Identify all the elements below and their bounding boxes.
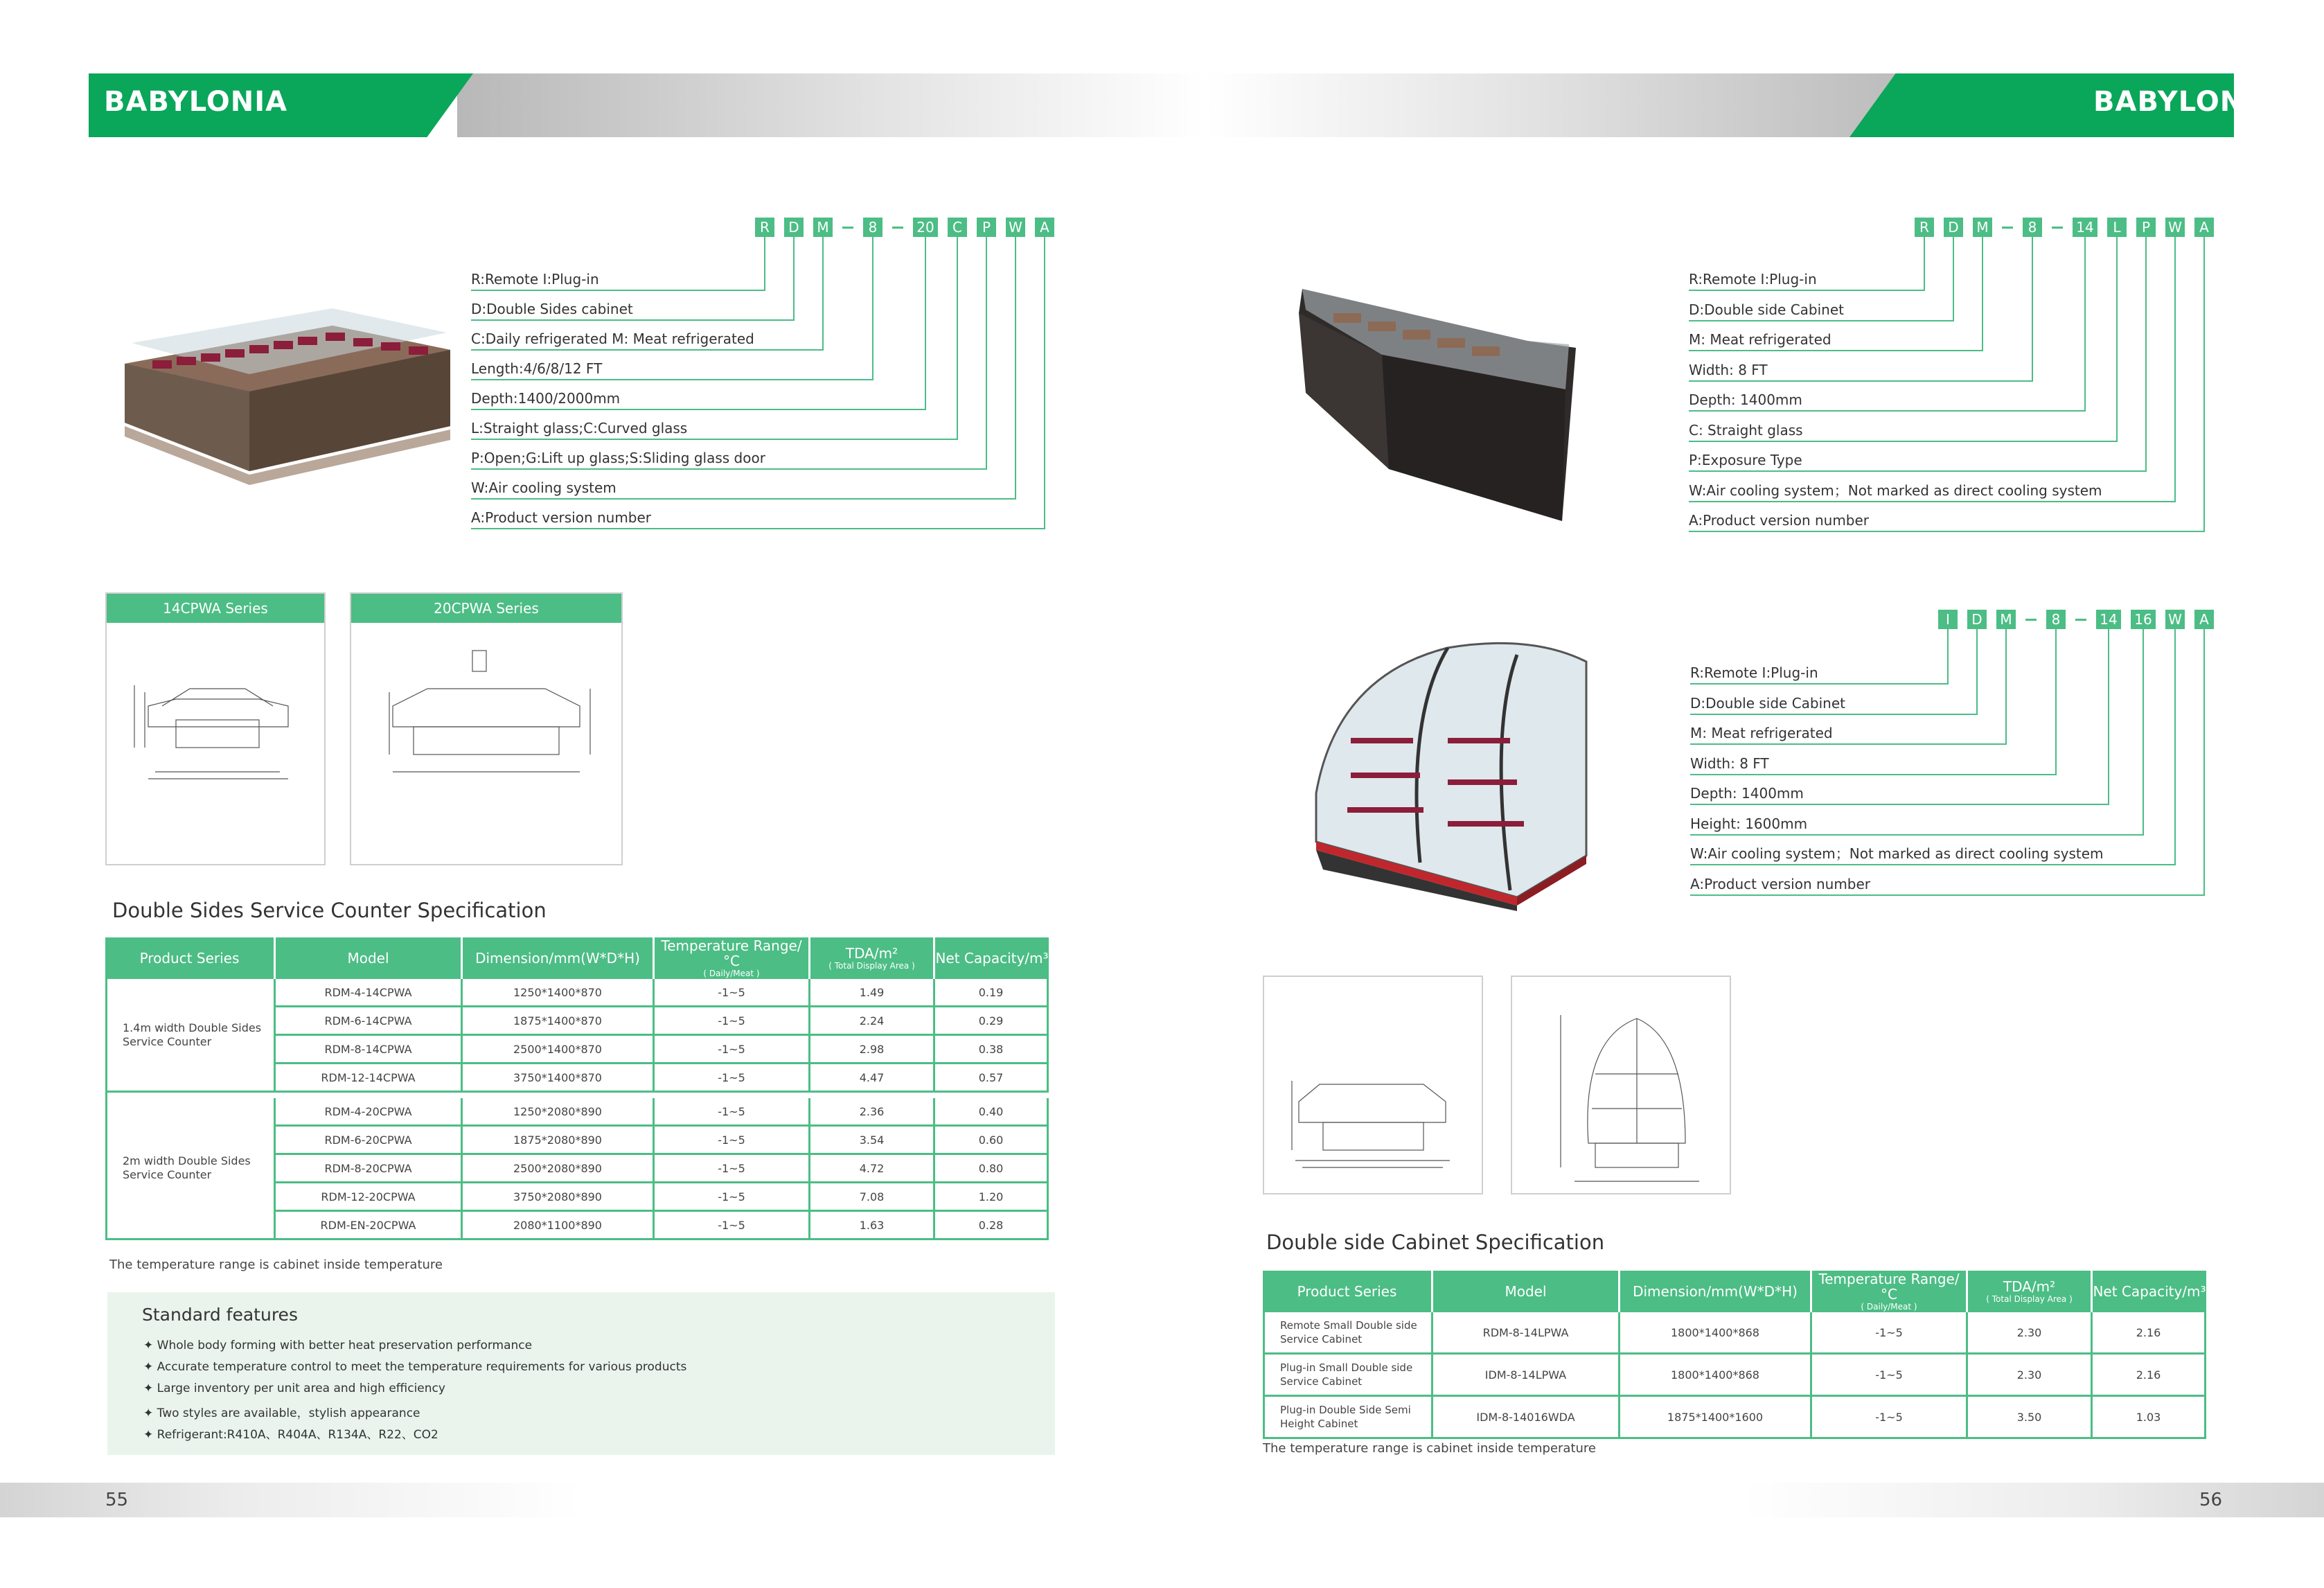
code-right1-underline-3 xyxy=(1689,380,2033,382)
drawing-14lpwa xyxy=(1263,976,1483,1194)
code-right1-underline-6 xyxy=(1689,470,2147,472)
right-cell: 2.30 xyxy=(1966,1312,2091,1355)
left-cell: 0.60 xyxy=(933,1127,1049,1155)
code-right1-line-8: A:Product version number xyxy=(1689,512,1870,529)
code-right2-line-3: Width: 8 FT xyxy=(1690,755,1769,772)
code-left-box-0: R xyxy=(755,218,774,237)
left-spacer-cell xyxy=(105,1093,1049,1098)
left-th-sub-3: ( Daily/Meat ) xyxy=(703,969,760,978)
feature-item-3: ✦ Two styles are available，stylish appearance xyxy=(143,1406,420,1420)
left-cell: 2.24 xyxy=(808,1007,933,1036)
drawing-20cpwa xyxy=(350,592,623,865)
left-series-cell-0: 1.4m width Double Sides Service Counter xyxy=(105,979,274,1093)
right-th-4 xyxy=(1966,1271,2091,1312)
code-left-line-4: Depth:1400/2000mm xyxy=(471,390,621,407)
code-left-underline-2 xyxy=(471,349,824,351)
code-right1-underline-0 xyxy=(1689,290,1925,291)
code-right1-connector-0 xyxy=(1924,237,1925,290)
left-cell: 2.98 xyxy=(808,1036,933,1064)
left-cell: RDM-8-14CPWA xyxy=(274,1036,461,1064)
left-cell: -1~5 xyxy=(653,1064,808,1093)
feature-item-4: ✦ Refrigerant:R410A、R404A、R134A、R22、CO2 xyxy=(143,1428,438,1442)
page-number-left: 55 xyxy=(105,1490,129,1510)
code-right1-connector-7 xyxy=(2174,237,2176,501)
right-cell: 1875*1400*1600 xyxy=(1618,1397,1810,1439)
left-cell: 0.57 xyxy=(933,1064,1049,1093)
code-right2-connector-7 xyxy=(2203,629,2205,894)
header-gradient-left xyxy=(457,73,1205,137)
code-left-line-5: L:Straight glass;C:Curved glass xyxy=(471,420,688,436)
code-left-connector-1 xyxy=(793,237,795,319)
code-right2-box-1: D xyxy=(1967,610,1987,629)
code-left-dash xyxy=(842,227,853,229)
standard-features-panel xyxy=(107,1292,1055,1455)
code-right2-connector-0 xyxy=(1947,629,1949,683)
left-cell: 1875*2080*890 xyxy=(461,1127,653,1155)
table-row xyxy=(1263,1312,2206,1355)
right-cell: -1~5 xyxy=(1810,1355,1966,1397)
code-right1-underline-2 xyxy=(1689,350,1983,351)
left-cell: 0.29 xyxy=(933,1007,1049,1036)
code-right1-box-6: 14 xyxy=(2073,218,2097,237)
brand-left: BABYLONIA xyxy=(104,86,288,118)
code-right2-underline-5 xyxy=(1690,834,2144,836)
code-right1-line-4: Depth: 1400mm xyxy=(1689,391,1802,408)
left-table-note: The temperature range is cabinet inside temperature xyxy=(109,1258,443,1272)
left-th-label-3: Temperature Range/°C xyxy=(661,937,802,969)
left-cell: -1~5 xyxy=(653,1127,808,1155)
right-cell: IDM-8-14016WDA xyxy=(1431,1397,1618,1439)
code-right2-box-8: W xyxy=(2165,610,2185,629)
left-cell: 3750*1400*870 xyxy=(461,1064,653,1093)
code-right2-line-4: Depth: 1400mm xyxy=(1690,785,1804,802)
code-left-connector-8 xyxy=(1044,237,1045,528)
code-right1-box-1: D xyxy=(1944,218,1963,237)
code-left-line-0: R:Remote I:Plug-in xyxy=(471,271,599,288)
right-th-label-2: Dimension/mm(W*D*H) xyxy=(1633,1283,1798,1300)
code-left-box-7: C xyxy=(948,218,967,237)
code-left-connector-2 xyxy=(822,237,824,349)
right-cell: 1800*1400*868 xyxy=(1618,1355,1810,1397)
code-left-connector-6 xyxy=(986,237,987,468)
left-spec-table xyxy=(105,937,1049,1240)
left-cell: 1875*1400*870 xyxy=(461,1007,653,1036)
code-right2-underline-6 xyxy=(1690,864,2176,865)
page-number-right: 56 xyxy=(2199,1490,2223,1510)
code-right1-line-1: D:Double side Cabinet xyxy=(1689,301,1844,318)
right-table-title: Double side Cabinet Specification xyxy=(1266,1230,1605,1254)
code-right1-line-3: Width: 8 FT xyxy=(1689,361,1768,378)
code-left-underline-5 xyxy=(471,439,958,440)
left-cell: 2500*2080*890 xyxy=(461,1155,653,1183)
code-right2-underline-4 xyxy=(1690,804,2109,805)
code-right1-underline-8 xyxy=(1689,531,2205,532)
footer-bar-left xyxy=(0,1483,1162,1517)
right-cell: 1.03 xyxy=(2091,1397,2206,1439)
table-row xyxy=(105,979,1049,1007)
code-left-box-9: W xyxy=(1006,218,1025,237)
left-cell: RDM-4-14CPWA xyxy=(274,979,461,1007)
drawing-14016wda xyxy=(1511,976,1731,1194)
code-left-underline-7 xyxy=(471,498,1016,500)
right-cell: Remote Small Double side Service Cabinet xyxy=(1263,1312,1431,1355)
left-cell: RDM-6-20CPWA xyxy=(274,1127,461,1155)
left-group-spacer xyxy=(105,1093,1049,1098)
left-cell: 3.54 xyxy=(808,1127,933,1155)
left-cell: 4.47 xyxy=(808,1064,933,1093)
code-right2-line-0: R:Remote I:Plug-in xyxy=(1690,664,1818,681)
code-left-line-3: Length:4/6/8/12 FT xyxy=(471,360,603,377)
left-cell: -1~5 xyxy=(653,1212,808,1240)
left-cell: -1~5 xyxy=(653,1007,808,1036)
code-right2-line-2: M: Meat refrigerated xyxy=(1690,725,1833,741)
code-right2-underline-3 xyxy=(1690,774,2057,775)
standard-features-title: Standard features xyxy=(142,1305,298,1325)
drawing-20cpwa-lines xyxy=(351,623,621,864)
left-table-title: Double Sides Service Counter Specification xyxy=(112,899,547,922)
code-right2-underline-0 xyxy=(1690,683,1949,685)
left-cell: RDM-12-14CPWA xyxy=(274,1064,461,1093)
code-left-box-6: 20 xyxy=(913,218,938,237)
left-th-3 xyxy=(653,937,808,979)
code-left-line-1: D:Double Sides cabinet xyxy=(471,301,633,317)
code-right1-box-0: R xyxy=(1915,218,1934,237)
code-left-connector-0 xyxy=(764,237,765,290)
left-cell: 7.08 xyxy=(808,1183,933,1212)
right-table-note: The temperature range is cabinet inside temperature xyxy=(1263,1441,1596,1456)
code-left-underline-3 xyxy=(471,379,873,380)
left-th-sub-4: ( Total Display Area ) xyxy=(828,961,915,971)
right-cell: Plug-in Small Double side Service Cabinet xyxy=(1263,1355,1431,1397)
code-right1-box-8: P xyxy=(2136,218,2156,237)
left-cell: 2500*1400*870 xyxy=(461,1036,653,1064)
drawing-14cpwa xyxy=(105,592,326,865)
code-right2-connector-6 xyxy=(2174,629,2176,864)
code-right1-box-9: W xyxy=(2165,218,2185,237)
left-cell: RDM-EN-20CPWA xyxy=(274,1212,461,1240)
code-right2-line-7: A:Product version number xyxy=(1690,875,1871,892)
code-left-line-6: P:Open;G:Lift up glass;S:Sliding glass door xyxy=(471,450,765,466)
left-cell: RDM-6-14CPWA xyxy=(274,1007,461,1036)
code-left-underline-4 xyxy=(471,409,926,410)
left-th-label-1: Model xyxy=(347,950,389,967)
code-left-line-2: C:Daily refrigerated M: Meat refrigerated xyxy=(471,330,754,347)
code-right1-connector-8 xyxy=(2203,237,2205,531)
code-left-connector-4 xyxy=(925,237,926,409)
left-cell: 1250*1400*870 xyxy=(461,979,653,1007)
left-th-0 xyxy=(105,937,274,979)
right-spec-table xyxy=(1263,1271,2206,1439)
code-right1-box-10: A xyxy=(2194,218,2214,237)
code-right2-dash xyxy=(2075,619,2086,621)
left-cell: -1~5 xyxy=(653,1155,808,1183)
code-right1-line-5: C: Straight glass xyxy=(1689,421,1803,439)
code-right2-line-6: W:Air cooling system；Not marked as direct cooling system xyxy=(1690,845,2104,862)
code-left-underline-1 xyxy=(471,319,795,321)
left-cell: 0.19 xyxy=(933,979,1049,1007)
left-cell: 0.38 xyxy=(933,1036,1049,1064)
right-cell: Plug-in Double Side Semi Height Cabinet xyxy=(1263,1397,1431,1439)
table-row xyxy=(105,1098,1049,1127)
table-row xyxy=(1263,1355,2206,1397)
left-cell: 1250*2080*890 xyxy=(461,1098,653,1127)
left-cell: 1.63 xyxy=(808,1212,933,1240)
feature-item-0: ✦ Whole body forming with better heat preservation performance xyxy=(143,1339,533,1352)
right-th-2 xyxy=(1618,1271,1810,1312)
code-right2-box-0: I xyxy=(1938,610,1958,629)
right-cell: -1~5 xyxy=(1810,1397,1966,1439)
left-cell: -1~5 xyxy=(653,1098,808,1127)
code-right1-connector-4 xyxy=(2084,237,2086,410)
code-right2-connector-5 xyxy=(2143,629,2144,834)
code-right2-box-2: M xyxy=(1996,610,2016,629)
right-th-1 xyxy=(1431,1271,1618,1312)
code-right1-underline-7 xyxy=(1689,501,2176,502)
right-cell: 3.50 xyxy=(1966,1397,2091,1439)
code-right2-connector-1 xyxy=(1976,629,1978,714)
code-left-connector-3 xyxy=(872,237,873,379)
code-right2-box-9: A xyxy=(2194,610,2214,629)
code-right1-dash xyxy=(2002,227,2013,229)
code-left-connector-5 xyxy=(957,237,958,439)
code-right1-connector-5 xyxy=(2116,237,2118,441)
right-cell: IDM-8-14LPWA xyxy=(1431,1355,1618,1397)
left-th-1 xyxy=(274,937,461,979)
code-right2-dash xyxy=(2025,619,2037,621)
right-cell: 1800*1400*868 xyxy=(1618,1312,1810,1355)
code-right2-underline-2 xyxy=(1690,743,2007,745)
right-table-header-row xyxy=(1263,1271,2206,1312)
code-right2-connector-4 xyxy=(2108,629,2109,804)
left-cell: 2080*1100*890 xyxy=(461,1212,653,1240)
right-th-0 xyxy=(1263,1271,1431,1312)
header-gradient-right xyxy=(1205,73,1940,137)
right-cell: RDM-8-14LPWA xyxy=(1431,1312,1618,1355)
code-right2-connector-2 xyxy=(2005,629,2007,743)
code-right2-box-6: 14 xyxy=(2096,610,2121,629)
code-right2-box-4: 8 xyxy=(2046,610,2066,629)
left-th-2 xyxy=(461,937,653,979)
left-th-label-5: Net Capacity/m³ xyxy=(935,950,1049,967)
code-right1-underline-5 xyxy=(1689,441,2118,442)
code-right1-line-7: W:Air cooling system；Not marked as direct cooling system xyxy=(1689,482,2102,499)
code-right2-line-5: Height: 1600mm xyxy=(1690,815,1808,832)
code-left-line-8: A:Product version number xyxy=(471,509,652,526)
drawing-title-20cpwa: 20CPWA Series xyxy=(351,594,621,623)
code-right1-dash xyxy=(2052,227,2063,229)
code-left-underline-8 xyxy=(471,528,1045,529)
code-right1-connector-1 xyxy=(1953,237,1954,320)
code-left-underline-0 xyxy=(471,290,765,291)
code-left-box-8: P xyxy=(977,218,996,237)
left-cell: 3750*2080*890 xyxy=(461,1183,653,1212)
right-th-label-3: Temperature Range/°C xyxy=(1818,1271,1960,1303)
product-photo-semi-height-cabinet xyxy=(1309,634,1600,911)
code-left-connector-7 xyxy=(1015,237,1016,498)
code-right1-underline-1 xyxy=(1689,320,1954,321)
code-left-box-4: 8 xyxy=(863,218,882,237)
code-left-dash xyxy=(892,227,903,229)
right-th-3 xyxy=(1810,1271,1966,1312)
drawing-14cpwa-lines xyxy=(107,623,324,864)
code-left-box-10: A xyxy=(1035,218,1054,237)
left-th-label-0: Product Series xyxy=(139,950,240,967)
table-row xyxy=(1263,1397,2206,1439)
code-left-line-7: W:Air cooling system xyxy=(471,479,617,496)
left-cell: -1~5 xyxy=(653,979,808,1007)
left-th-4 xyxy=(808,937,933,979)
right-th-label-1: Model xyxy=(1505,1283,1547,1300)
right-th-label-4: TDA/m² xyxy=(2003,1278,2056,1295)
code-right2-line-1: D:Double side Cabinet xyxy=(1690,694,1845,712)
code-right1-connector-6 xyxy=(2145,237,2147,470)
footer-bar-right xyxy=(1162,1483,2324,1517)
right-th-label-5: Net Capacity/m³ xyxy=(2093,1283,2206,1300)
code-right1-line-2: M: Meat refrigerated xyxy=(1689,331,1831,348)
code-right1-box-2: M xyxy=(1973,218,1992,237)
code-right2-box-7: 16 xyxy=(2131,610,2156,629)
right-cell: 2.16 xyxy=(2091,1312,2206,1355)
left-cell: 0.40 xyxy=(933,1098,1049,1127)
left-cell: RDM-8-20CPWA xyxy=(274,1155,461,1183)
left-cell: -1~5 xyxy=(653,1036,808,1064)
right-th-sub-3: ( Daily/Meat ) xyxy=(1861,1302,1917,1312)
drawing-title-14cpwa: 14CPWA Series xyxy=(107,594,324,623)
left-cell: 4.72 xyxy=(808,1155,933,1183)
brand-right: BABYLONIA xyxy=(2093,86,2278,118)
left-cell: 0.80 xyxy=(933,1155,1049,1183)
code-right1-box-7: L xyxy=(2107,218,2127,237)
code-left-box-2: M xyxy=(813,218,833,237)
left-cell: -1~5 xyxy=(653,1183,808,1212)
code-right1-line-0: R:Remote I:Plug-in xyxy=(1689,271,1817,288)
product-photo-double-sides-counter xyxy=(104,263,464,492)
left-cell: RDM-4-20CPWA xyxy=(274,1098,461,1127)
code-right1-connector-3 xyxy=(2032,237,2033,380)
left-th-label-4: TDA/m² xyxy=(845,945,898,962)
code-right2-connector-3 xyxy=(2055,629,2057,774)
left-th-label-2: Dimension/mm(W*D*H) xyxy=(475,950,640,967)
product-photo-double-side-cabinet xyxy=(1292,272,1586,531)
code-right1-line-6: P:Exposure Type xyxy=(1689,452,1802,468)
code-right1-box-4: 8 xyxy=(2023,218,2042,237)
code-left-box-1: D xyxy=(784,218,804,237)
left-cell: RDM-12-20CPWA xyxy=(274,1183,461,1212)
code-left-underline-6 xyxy=(471,468,987,470)
code-right2-underline-7 xyxy=(1690,894,2205,896)
left-table-header-row xyxy=(105,937,1049,979)
left-cell: 1.20 xyxy=(933,1183,1049,1212)
right-th-5 xyxy=(2091,1271,2206,1312)
code-right1-connector-2 xyxy=(1982,237,1983,350)
left-th-5 xyxy=(933,937,1049,979)
code-right1-underline-4 xyxy=(1689,410,2086,412)
right-th-label-0: Product Series xyxy=(1297,1283,1397,1300)
feature-item-2: ✦ Large inventory per unit area and high efficiency xyxy=(143,1382,445,1395)
right-th-sub-4: ( Total Display Area ) xyxy=(1986,1294,2073,1304)
left-cell: 0.28 xyxy=(933,1212,1049,1240)
left-series-cell-1: 2m width Double Sides Service Counter xyxy=(105,1098,274,1240)
right-cell: 2.16 xyxy=(2091,1355,2206,1397)
feature-item-1: ✦ Accurate temperature control to meet the temperature requirements for various products xyxy=(143,1360,687,1374)
right-cell: -1~5 xyxy=(1810,1312,1966,1355)
code-right2-underline-1 xyxy=(1690,714,1978,715)
left-cell: 2.36 xyxy=(808,1098,933,1127)
right-cell: 2.30 xyxy=(1966,1355,2091,1397)
left-cell: 1.49 xyxy=(808,979,933,1007)
